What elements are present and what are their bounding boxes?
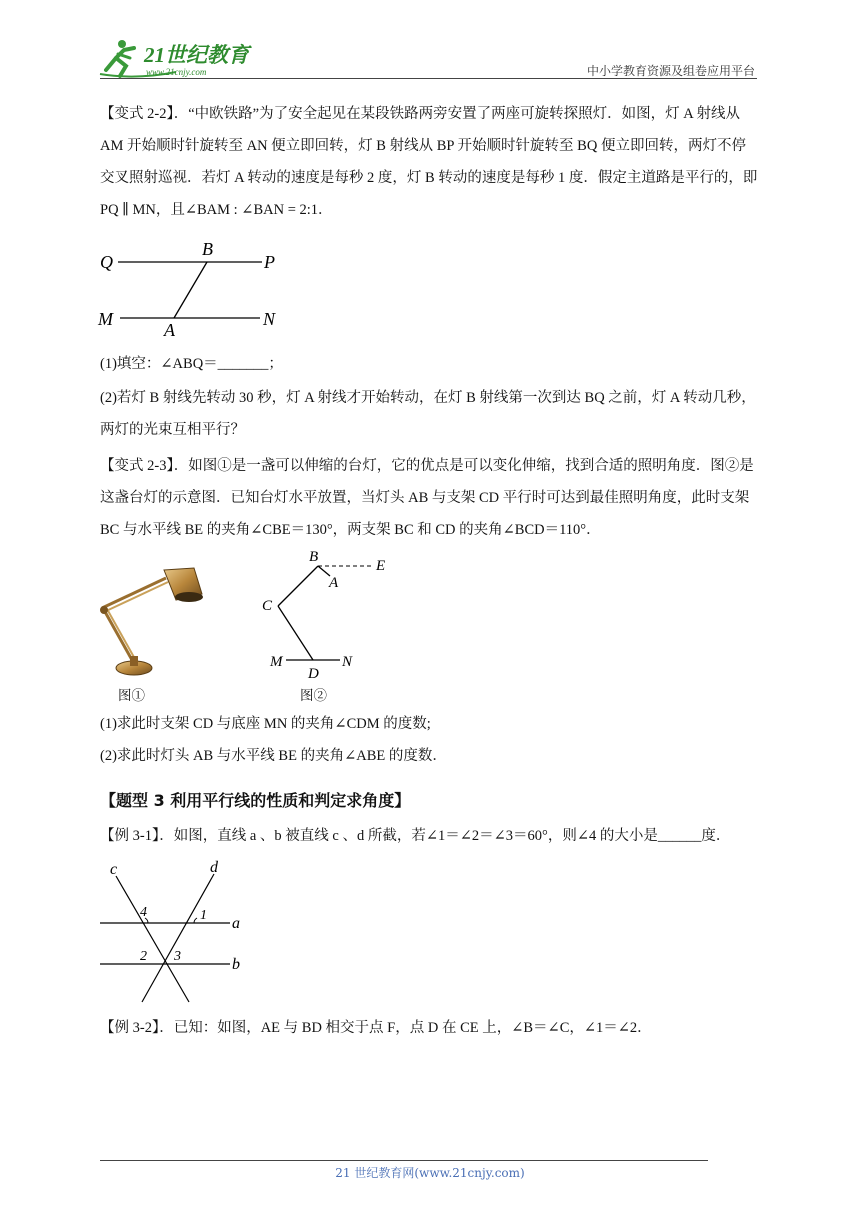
site-name: 中小学教育资源及组卷应用平台 (586, 64, 755, 78)
label-c: c (110, 861, 118, 878)
site-logo (96, 36, 266, 80)
label-E: E (376, 558, 386, 574)
problem-v23-q2: (2)求此时灯头 AB 与水平线 BE 的夹角∠ABE 的度数． (100, 748, 447, 764)
label-A: A (164, 320, 175, 340)
logo-text: 21世纪教育 (144, 43, 249, 67)
label-b: b (232, 956, 240, 973)
desk-lamp-photo (94, 560, 204, 684)
label-B: B (309, 549, 319, 565)
label-A: A (329, 575, 339, 591)
label-P: P (264, 252, 275, 272)
angle-2: 2 (140, 949, 147, 964)
section-heading: 【题型 3 利用平行线的性质和判定求角度】 (100, 791, 411, 810)
caption-figure-1: 图① (118, 688, 145, 704)
label-N: N (342, 654, 353, 670)
angle-4: 4 (140, 905, 147, 920)
label-D: D (308, 666, 319, 682)
label-M: M (98, 309, 113, 329)
label-M: M (270, 654, 283, 670)
problem-v23-q1: (1)求此时支架 CD 与底座 MN 的夹角∠CDM 的度数; (100, 716, 431, 732)
figure-rail-parallel-lines (96, 236, 296, 350)
label-N: N (263, 309, 276, 329)
figure-lamp-diagram (256, 548, 396, 687)
footer-divider (100, 1160, 708, 1161)
header-divider (100, 78, 757, 79)
problem-v23-text: 【变式 2-3】．如图①是一盏可以伸缩的台灯，它的优点是可以变化伸缩，找到合适的照明角度．图②是这盏台灯的示意图．已知台灯水平放置，当灯头 AB 与支架 CD 平行时可达到最佳照明角度，此时支架 BC 与水平线 BE 的夹角∠CBE＝130°，两支架 BC 和 CD 的夹角∠BCD＝110°． (100, 458, 754, 538)
label-C: C (262, 598, 273, 614)
caption-figure-2: 图② (300, 688, 327, 704)
angle-1: 1 (200, 908, 207, 923)
footer-text: 21 世纪教育网(www.21cnjy.com) (335, 1166, 525, 1180)
problem-v22-q1: (1)填空：∠ABQ＝_______； (100, 356, 283, 372)
label-a: a (232, 915, 240, 932)
problem-v22-text: 【变式 2-2】．“中欧铁路”为了安全起见在某段铁路两旁安置了两座可旋转探照灯．如图，灯 A 射线从 AM 开始顺时针旋转至 AN 便立即回转，灯 B 射线从 BP 开始顺时针旋转至 BQ 便立即回转，两灯不停交叉照射巡视．若灯 A 转动的速度是每秒 2 度，灯 B 转动的速度是每秒 1 度．假定主道路是平行的，即 PQ ∥ MN，且∠BAM : ∠BAN = 2:1． (100, 106, 758, 218)
label-d: d (210, 859, 218, 876)
label-Q: Q (100, 252, 113, 272)
label-B: B (202, 239, 213, 259)
example-32-text: 【例 3-2】．已知：如图，AE 与 BD 相交于点 F，点 D 在 CE 上，∠B＝∠C，∠1＝∠2． (100, 1020, 652, 1036)
angle-3: 3 (174, 949, 181, 964)
problem-v22-q2: (2)若灯 B 射线先转动 30 秒，灯 A 射线才开始转动，在灯 B 射线第一次到达 BQ 之前，灯 A 转动几秒，两灯的光束互相平行？ (100, 390, 756, 438)
example-31-text: 【例 3-1】．如图，直线 a 、b 被直线 c 、d 所截，若∠1＝∠2＝∠3＝60°，则∠4 的大小是______度． (100, 828, 731, 844)
figure-intersecting-lines (96, 852, 256, 1008)
logo-url: www.21cnjy.com (146, 67, 207, 77)
